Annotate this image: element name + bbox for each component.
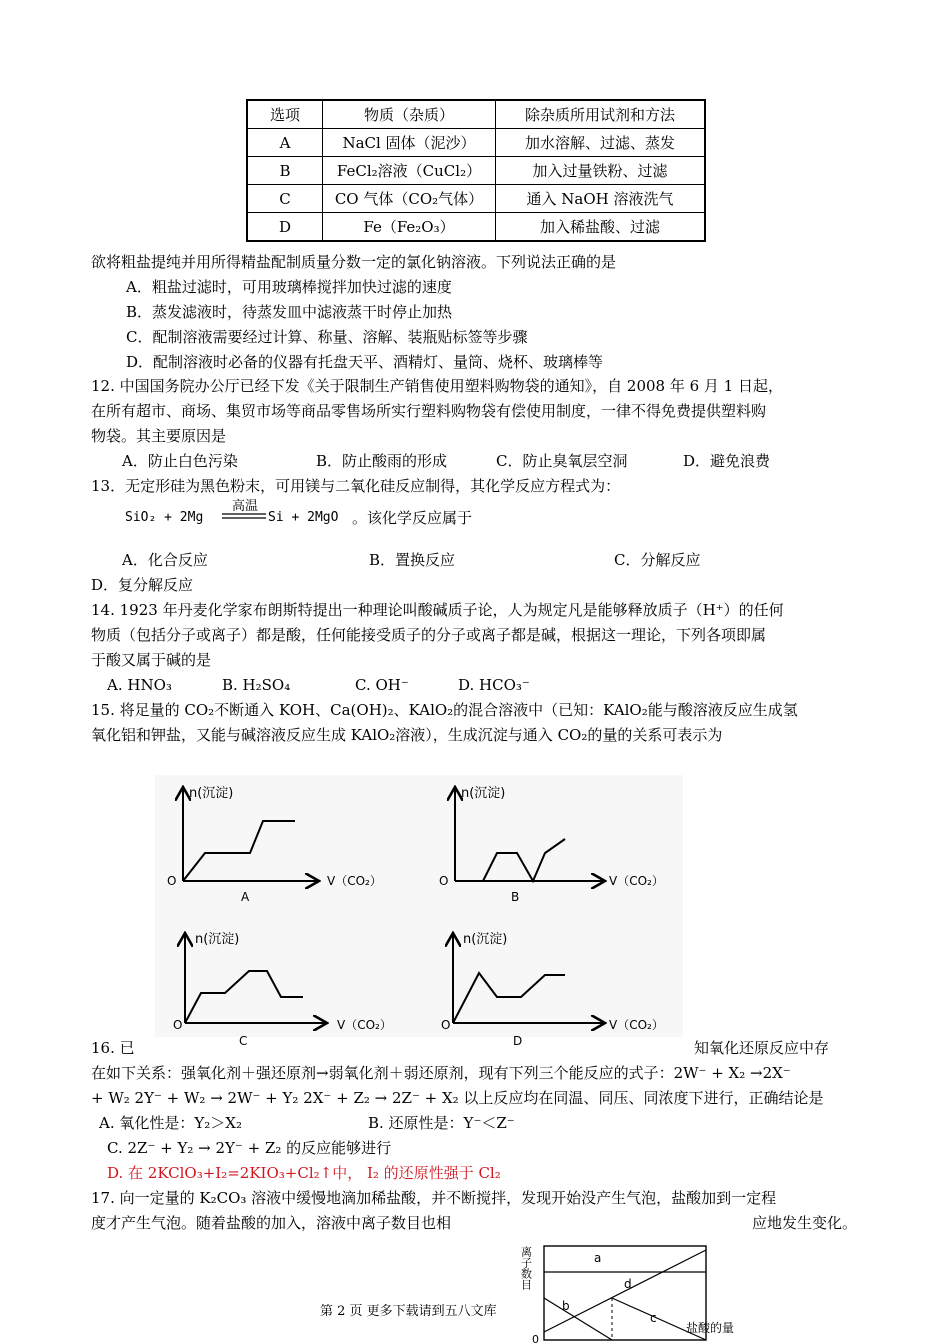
curve-label: c [650, 1311, 657, 1325]
table-header: 选项 [247, 100, 323, 129]
q15-graph-letter: D [513, 1034, 523, 1048]
impurity-table [246, 99, 706, 242]
q14-line-1: 14. 1923 年丹麦化学家布朗斯特提出一种理论叫酸碱质子论，人为规定凡是能够释放质子（H⁺）的任何 [91, 601, 784, 619]
q15-graph-origin: O [167, 874, 177, 888]
table-cell: 通入 NaOH 溶液洗气 [496, 185, 706, 213]
q16-option-a: A. 氧化性是：Y₂＞X₂ [99, 1114, 242, 1132]
table-cell: B [247, 157, 323, 185]
q14-option-a: A. HNO₃ [107, 676, 172, 694]
q15-graph-ylabel: n(沉淀) [461, 786, 506, 801]
table-header: 除杂质所用试剂和方法 [496, 100, 706, 129]
curve-label: a [594, 1251, 602, 1265]
graph-origin: 0 [532, 1333, 539, 1344]
equals-sign-icon [220, 512, 268, 520]
q15-graphs-figure [155, 775, 683, 1048]
q17-line-1: 17. 向一定量的 K₂CO₃ 溶液中缓慢地滴加稀盐酸，并不断搅拌，发现开始没产生气泡，盐酸加到一定程 [91, 1189, 777, 1207]
q13-condition: 高温 [231, 499, 258, 514]
q12-option-a: A．防止白色污染 [122, 452, 238, 470]
table-cell: 加入过量铁粉、过滤 [496, 157, 706, 185]
curve-label: d [624, 1277, 632, 1291]
table-cell: FeCl₂溶液（CuCl₂） [323, 157, 496, 185]
q15-line-2: 氧化铝和钾盐，又能与碱溶液反应生成 KAlO₂溶液），生成沉淀与通入 CO₂的量的关系可表示为 [91, 726, 723, 744]
q13-equation-right: Si + 2MgO [268, 510, 339, 525]
q11-option-a: A．粗盐过滤时，可用玻璃棒搅拌加快过滤的速度 [126, 278, 452, 296]
q15-graph-xlabel: V（CO₂） [609, 874, 664, 888]
q16-line-3: + W₂ 2Y⁻ + W₂ → 2W⁻ + Y₂ 2X⁻ + Z₂ → 2Z⁻ + X₂ 以上反应均在同温、同压、同浓度下进行，正确结论是 [91, 1089, 824, 1107]
q12-option-d: D．避免浪费 [683, 452, 771, 470]
graph-frame [544, 1246, 706, 1340]
q13-option-d: D．复分解反应 [91, 576, 194, 594]
q14-option-d: D. HCO₃⁻ [458, 676, 530, 694]
q17-line-2-left: 度才产生气泡。随着盐酸的加入，溶液中离子数目也相 [91, 1214, 452, 1232]
q15-graph-origin: O [439, 874, 449, 888]
q17-line-2-right: 应地发生变化。 [752, 1214, 858, 1232]
q17-ion-graph [520, 1236, 742, 1344]
graph-xlabel: 盐酸的量 [686, 1321, 735, 1335]
table-cell: CO 气体（CO₂气体） [323, 185, 496, 213]
q15-graph-ylabel: n(沉淀) [189, 786, 234, 801]
table-row [247, 157, 705, 185]
q12-line-3: 物袋。其主要原因是 [91, 427, 227, 445]
q15-line-1: 15. 将足量的 CO₂不断通入 KOH、Ca(OH)₂、KAlO₂的混合溶液中（已知：KAlO₂能与酸溶液反应生成氢 [91, 701, 798, 719]
q14-option-c: C. OH⁻ [355, 676, 409, 694]
q13-equation-left: SiO₂ + 2Mg [125, 510, 204, 525]
q12-line-2: 在所有超市、商场、集贸市场等商品零售场所实行塑料购物袋有偿使用制度，一律不得免费提供塑料购 [91, 402, 767, 420]
q16-line-1-left: 16. 已 [91, 1039, 135, 1057]
q15-graph-b [439, 785, 664, 904]
q11-option-d: D．配制溶液时必备的仪器有托盘天平、酒精灯、量筒、烧杯、玻璃棒等 [126, 353, 604, 371]
q11-option-b: B．蒸发滤液时，待蒸发皿中滤液蒸干时停止加热 [126, 303, 453, 321]
q15-graph-origin: O [441, 1018, 451, 1032]
q15-graph-c [173, 931, 392, 1048]
table-cell: 加入稀盐酸、过滤 [496, 213, 706, 242]
table-cell: C [247, 185, 323, 213]
page-footer: 第 2 页 更多下载请到五八文库 [320, 1300, 499, 1319]
table-header-row [247, 100, 705, 129]
table-cell: Fe（Fe₂O₃） [323, 213, 496, 242]
q14-option-b: B. H₂SO₄ [222, 676, 291, 694]
q16-line-1-right: 知氧化还原反应中存 [694, 1039, 830, 1057]
q15-graph-origin: O [173, 1018, 183, 1032]
q13-option-c: C．分解反应 [614, 551, 701, 569]
q11-stem: 欲将粗盐提纯并用所得精盐配制质量分数一定的氯化钠溶液。下列说法正确的是 [91, 253, 617, 271]
q16-option-c: C. 2Z⁻ + Y₂ → 2Y⁻ + Z₂ 的反应能够进行 [107, 1139, 392, 1157]
curve-d [544, 1250, 706, 1332]
table-row [247, 185, 705, 213]
q15-graph-letter: C [239, 1034, 248, 1048]
q16-line-2: 在如下关系：强氧化剂＋强还原剂→弱氧化剂＋弱还原剂，现有下列三个能反应的式子：2W⁻ + X₂ →2X⁻ [91, 1064, 791, 1082]
graph-ylabel: 离子数目 [519, 1246, 533, 1290]
q15-graph-a [167, 785, 382, 904]
q14-line-2: 物质（包括分子或离子）都是酸，任何能接受质子的分子或离子都是碱，根据这一理论，下列各项即属 [91, 626, 767, 644]
q12-option-b: B．防止酸雨的形成 [316, 452, 448, 470]
q15-graph-letter: B [511, 890, 520, 904]
q16-option-b: B. 还原性是：Y⁻＜Z⁻ [368, 1114, 515, 1132]
q13-equation-tail: 。该化学反应属于 [352, 509, 473, 527]
table-cell: NaCl 固体（泥沙） [323, 129, 496, 157]
table-cell: 加水溶解、过滤、蒸发 [496, 129, 706, 157]
q15-graph-xlabel: V（CO₂） [337, 1018, 392, 1032]
table-cell: A [247, 129, 323, 157]
q15-graph-xlabel: V（CO₂） [327, 874, 382, 888]
table-row [247, 129, 705, 157]
q15-graph-xlabel: V（CO₂） [609, 1018, 664, 1032]
q12-option-c: C．防止臭氧层空洞 [496, 452, 628, 470]
q12-line-1: 12. 中国国务院办公厅已经下发《关于限制生产销售使用塑料购物袋的通知》，自 2008 年 6 月 1 日起， [91, 377, 783, 395]
q11-option-c: C．配制溶液需要经过计算、称量、溶解、装瓶贴标签等步骤 [126, 328, 528, 346]
curve-label: b [562, 1299, 570, 1313]
q15-graph-ylabel: n(沉淀) [195, 932, 240, 947]
q15-graph-ylabel: n(沉淀) [463, 932, 508, 947]
q15-graph-d [441, 931, 664, 1048]
q15-graph-letter: A [241, 890, 250, 904]
q13-option-b: B．置换反应 [369, 551, 456, 569]
q13-option-a: A．化合反应 [122, 551, 208, 569]
table-row [247, 213, 705, 242]
q16-option-d: D. 在 2KClO₃+I₂=2KIO₃+Cl₂↑中， I₂ 的还原性强于 Cl₂ [107, 1164, 501, 1182]
table-cell: D [247, 213, 323, 242]
curve-b [544, 1298, 612, 1340]
table-header: 物质（杂质） [323, 100, 496, 129]
q14-line-3: 于酸又属于碱的是 [91, 651, 212, 669]
q13-stem: 13．无定形硅为黑色粉末，可用镁与二氧化硅反应制得，其化学反应方程式为： [91, 477, 621, 495]
